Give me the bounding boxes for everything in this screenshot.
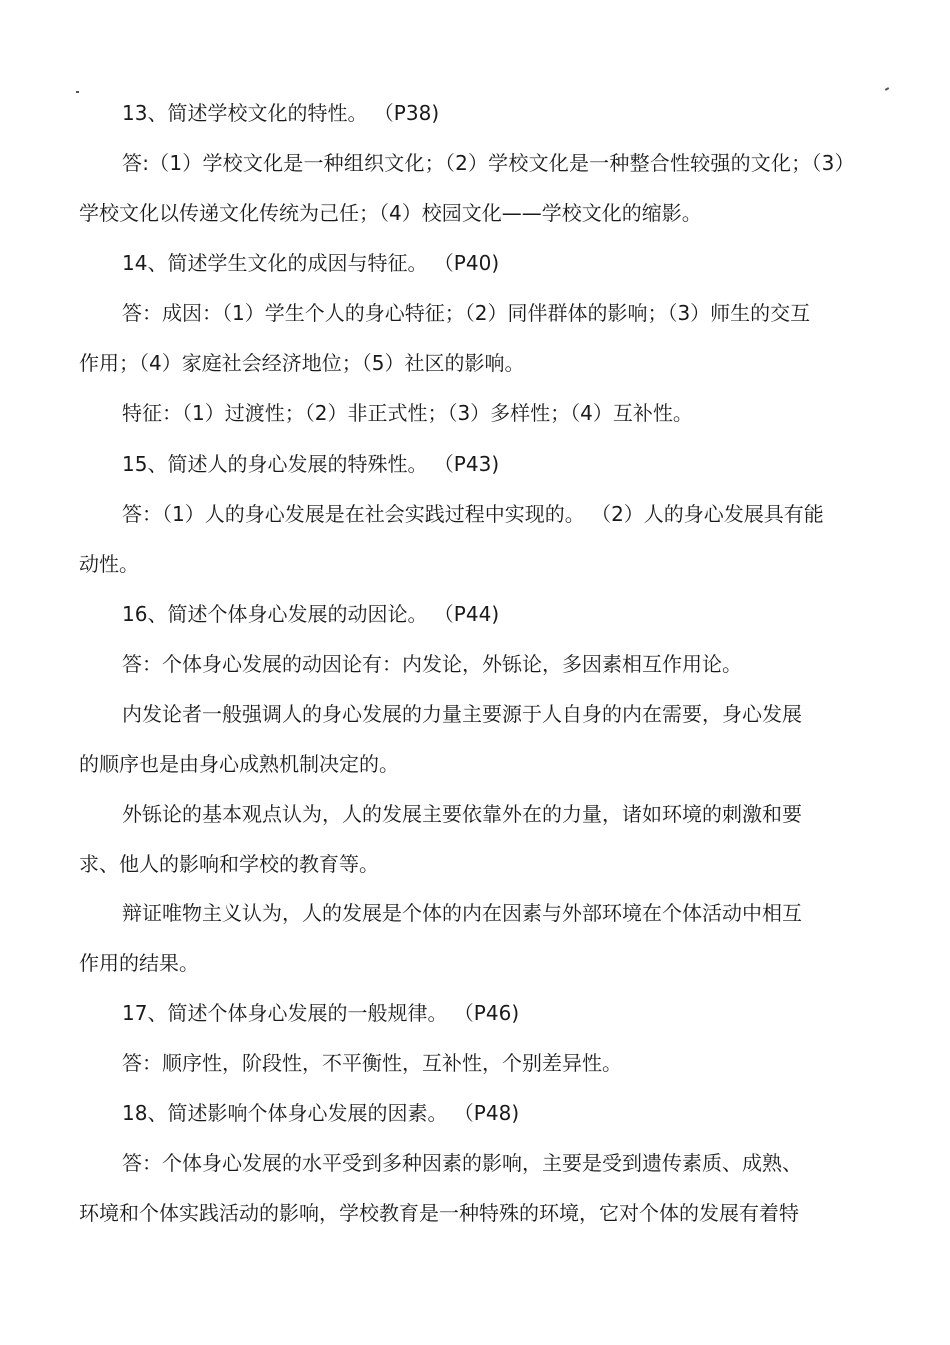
question-16: 16、简述个体身心发展的动因论。 （P44): [122, 602, 500, 626]
answer-16-line-1: 答：个体身心发展的动因论有：内发论，外铄论，多因素相互作用论。: [122, 652, 742, 676]
answer-14-line-1: 答：成因：（1）学生个人的身心特征；（2）同伴群体的影响；（3）师生的交互: [122, 301, 811, 325]
answer-18-line-2: 环境和个体实践活动的影响，学校教育是一种特殊的环境，它对个体的发展有着特: [79, 1201, 799, 1225]
corner-mark-right: [885, 87, 889, 91]
answer-14-line-2: 作用；（4）家庭社会经济地位；（5）社区的影响。: [79, 351, 525, 375]
answer-14-line-3: 特征：（1）过渡性；（2）非正式性；（3）多样性；（4）互补性。: [122, 401, 693, 425]
answer-16-line-6: 辩证唯物主义认为，人的发展是个体的内在因素与外部环境在个体活动中相互: [122, 901, 802, 925]
answer-17: 答：顺序性，阶段性，不平衡性，互补性，个别差异性。: [122, 1051, 622, 1075]
answer-13-line-2: 学校文化以传递文化传统为己任；（4）校园文化——学校文化的缩影。: [79, 201, 702, 225]
question-14: 14、简述学生文化的成因与特征。 （P40): [122, 251, 500, 275]
question-13: 13、简述学校文化的特性。 （P38): [122, 101, 440, 125]
answer-16-line-3: 的顺序也是由身心成熟机制决定的。: [79, 752, 399, 776]
corner-mark-left: [76, 91, 79, 93]
answer-16-line-4: 外铄论的基本观点认为，人的发展主要依靠外在的力量，诸如环境的刺激和要: [122, 802, 802, 826]
answer-16-line-2: 内发论者一般强调人的身心发展的力量主要源于人自身的内在需要，身心发展: [122, 702, 802, 726]
answer-16-line-5: 求、他人的影响和学校的教育等。: [79, 852, 379, 876]
question-18: 18、简述影响个体身心发展的因素。 （P48): [122, 1101, 520, 1125]
answer-15-line-2: 动性。: [79, 552, 139, 576]
question-17: 17、简述个体身心发展的一般规律。 （P46): [122, 1001, 520, 1025]
answer-18-line-1: 答：个体身心发展的水平受到多种因素的影响，主要是受到遗传素质、成熟、: [122, 1151, 802, 1175]
answer-13-line-1: 答:（1）学校文化是一种组织文化；（2）学校文化是一种整合性较强的文化；（3）: [122, 151, 855, 175]
answer-15-line-1: 答：（1）人的身心发展是在社会实践过程中实现的。 （2）人的身心发展具有能: [122, 502, 824, 526]
answer-16-line-7: 作用的结果。: [79, 951, 199, 975]
question-15: 15、简述人的身心发展的特殊性。 （P43): [122, 452, 500, 476]
